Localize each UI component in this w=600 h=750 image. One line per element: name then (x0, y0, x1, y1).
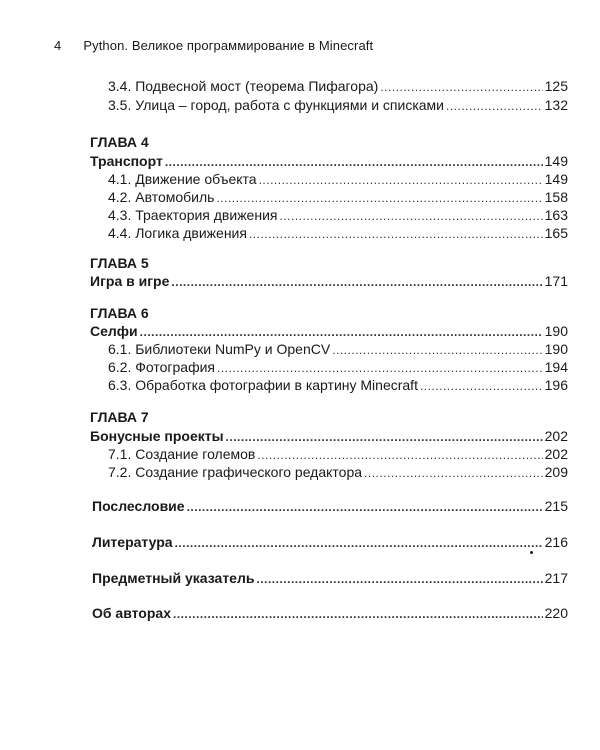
toc-leader-dots (173, 605, 543, 623)
toc-leader-dots (187, 498, 543, 516)
toc-entry (108, 340, 568, 359)
toc-entry-title: Послесловие (92, 498, 185, 514)
toc-backmatter-entry (92, 533, 568, 552)
toc-entry-page: 202 (544, 446, 568, 462)
page-header (54, 38, 373, 53)
toc-entry-title: Игра в игре (90, 273, 170, 289)
toc-entry (108, 445, 568, 464)
toc-entry-title: 4.4. Логика движения (108, 225, 247, 241)
toc-entry-title: 4.2. Автомобиль (108, 189, 215, 205)
toc-entry-page: 209 (544, 464, 568, 480)
toc-entry-title: Бонусные проекты (90, 428, 224, 444)
toc-leader-dots (140, 323, 543, 341)
toc-entry-page: 165 (544, 225, 568, 241)
toc-entry-title: Транспорт (90, 153, 163, 169)
toc-leader-dots (216, 189, 542, 207)
toc-chapter-entry (90, 322, 568, 341)
toc-leader-dots (279, 207, 542, 225)
toc-entry-title: 7.2. Создание графического редактора (108, 464, 363, 480)
toc-leader-dots (420, 377, 543, 395)
toc-entry (108, 376, 568, 395)
toc-entry (108, 206, 568, 225)
toc-entry (108, 170, 568, 189)
toc-entry-page: 190 (544, 323, 568, 339)
toc-backmatter-entry (92, 604, 568, 623)
toc-entry-page: 216 (544, 534, 568, 550)
toc-entry-page: 149 (544, 153, 568, 169)
toc-chapter-entry (90, 427, 568, 446)
toc-entry-page: 125 (544, 78, 568, 94)
toc-entry-page: 217 (544, 570, 568, 586)
chapter-label: ГЛАВА 6 (90, 305, 149, 321)
chapter-label: ГЛАВА 7 (90, 409, 149, 425)
chapter-label: ГЛАВА 4 (90, 134, 149, 150)
toc-entry-page: 220 (544, 605, 568, 621)
toc-backmatter-entry (92, 569, 568, 588)
toc-entry-title: Литература (92, 534, 173, 550)
toc-entry-page: 171 (544, 273, 568, 289)
toc-leader-dots (332, 341, 542, 359)
toc-entry-title: 6.3. Обработка фотографии в картину Minecraft (108, 377, 418, 393)
toc-leader-dots (226, 428, 543, 446)
toc-entry (108, 188, 568, 207)
toc-entry (108, 96, 568, 115)
toc-entry (108, 77, 568, 96)
toc-entry-page: 163 (544, 207, 568, 223)
toc-leader-dots (165, 153, 543, 171)
toc-leader-dots (446, 97, 543, 115)
toc-entry-page: 202 (544, 428, 568, 444)
toc-backmatter-entry (92, 497, 568, 516)
toc-entry-title: 6.2. Фотография (108, 359, 216, 375)
toc-entry-title: Об авторах (92, 605, 171, 621)
toc-entry (108, 463, 568, 482)
scan-speck (530, 551, 533, 554)
toc-leader-dots (171, 273, 542, 291)
toc-leader-dots (257, 446, 542, 464)
toc-leader-dots (217, 359, 543, 377)
toc-entry-page: 196 (544, 377, 568, 393)
toc-chapter-entry (90, 272, 568, 291)
toc-entry-page: 132 (544, 97, 568, 113)
toc-leader-dots (364, 464, 543, 482)
toc-leader-dots (256, 570, 542, 588)
toc-entry (108, 224, 568, 243)
toc-entry-page: 194 (544, 359, 568, 375)
toc-entry-page: 190 (544, 341, 568, 357)
toc-entry-title: 7.1. Создание големов (108, 446, 256, 462)
toc-leader-dots (249, 225, 543, 243)
page-number: 4 (54, 38, 62, 53)
toc-entry-title: Селфи (90, 323, 138, 339)
toc-leader-dots (259, 171, 543, 189)
toc-leader-dots (380, 78, 542, 96)
toc-entry-title: 4.3. Траектория движения (108, 207, 278, 223)
toc-entry-page: 158 (544, 189, 568, 205)
toc-leader-dots (175, 534, 543, 552)
toc-entry-title: 6.1. Библиотеки NumPy и OpenCV (108, 341, 331, 357)
toc-chapter-entry (90, 152, 568, 171)
toc-entry-page: 215 (544, 498, 568, 514)
running-title: Python. Великое программирование в Minecraft (83, 38, 374, 53)
toc-entry-title: 4.1. Движение объекта (108, 171, 257, 187)
toc-entry-title: 3.5. Улица – город, работа с функциями и списками (108, 97, 444, 113)
toc-entry-page: 149 (544, 171, 568, 187)
toc-entry-title: 3.4. Подвесной мост (теорема Пифагора) (108, 78, 379, 94)
toc-entry-title: Предметный указатель (92, 570, 255, 586)
toc-entry (108, 358, 568, 377)
chapter-label: ГЛАВА 5 (90, 255, 149, 271)
